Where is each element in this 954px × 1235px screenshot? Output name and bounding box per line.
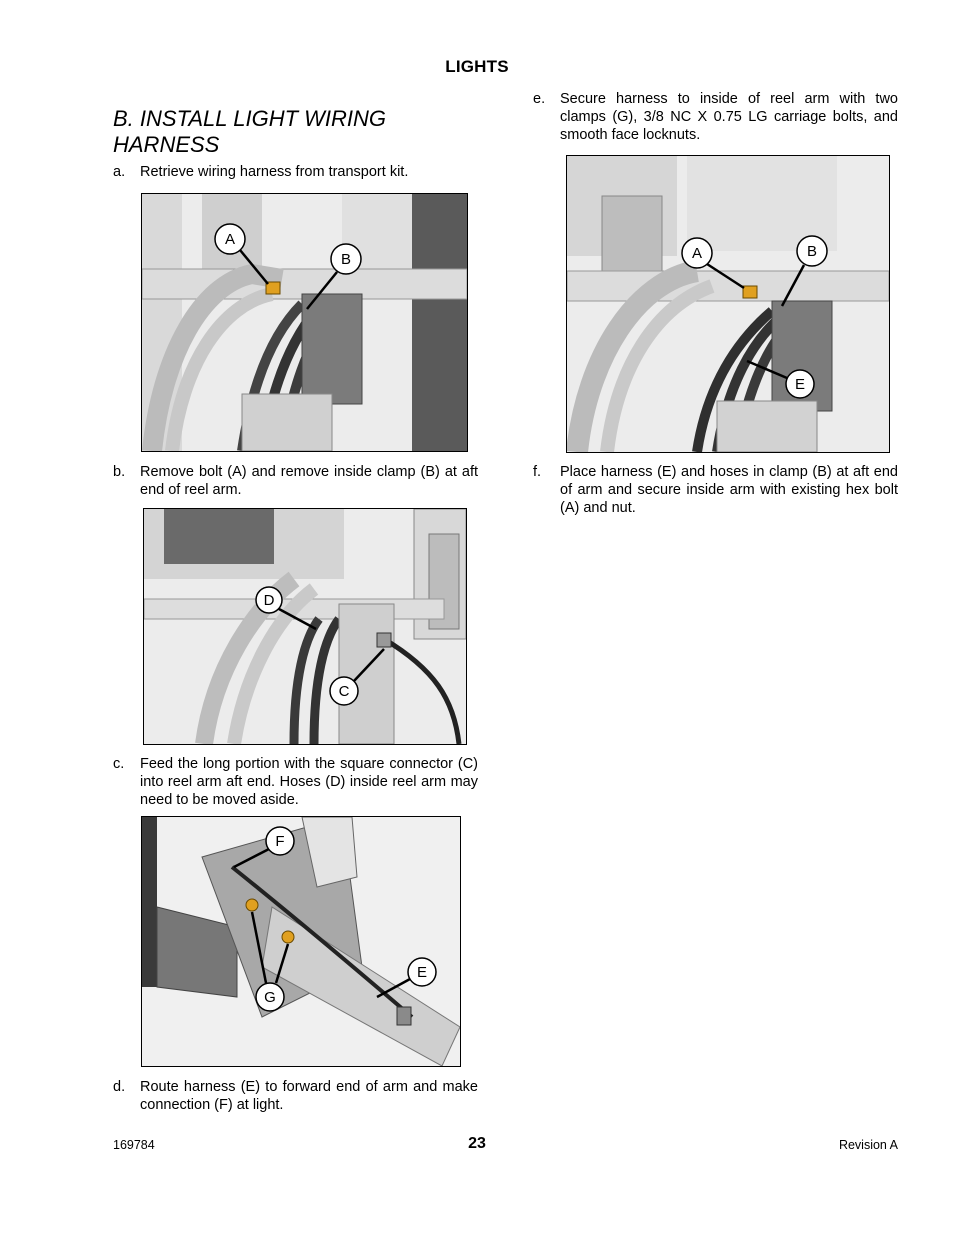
figure-illustration (567, 156, 889, 452)
figure-clamp-bolt (141, 193, 468, 452)
step-c (113, 755, 478, 809)
callout-label: E (794, 376, 806, 393)
figure-harness-clamped (566, 155, 890, 453)
footer-doc-number: 169784 (113, 1138, 155, 1152)
step-text: Secure harness to inside of reel arm with two clamps (G), 3/8 NC X 0.75 LG carriage bolts, and smooth face locknuts. (560, 91, 898, 143)
step-f (533, 463, 898, 517)
step-b (113, 463, 478, 499)
callout-label: B (806, 243, 818, 260)
callout-label: A (224, 231, 236, 248)
step-d (113, 1078, 478, 1114)
step-text: Feed the long portion with the square connector (C) into reel arm aft end. Hoses (D) inside reel arm may need to be moved aside. (140, 756, 478, 808)
page-header-section: LIGHTS (445, 57, 509, 76)
callout-label: A (691, 245, 703, 262)
figure-illustration (142, 194, 467, 451)
step-label: e. (533, 91, 546, 107)
footer-revision: Revision A (838, 1138, 898, 1152)
step-text: Retrieve wiring harness from transport kit. (140, 164, 409, 180)
step-text: Place harness (E) and hoses in clamp (B) at aft end of arm and secure inside arm with existing hex bolt (A) and nut. (560, 464, 898, 516)
step-label: c. (113, 756, 125, 772)
footer-page-number: 23 (468, 1135, 486, 1152)
callout-label: B (340, 251, 352, 268)
callout-label: E (416, 964, 428, 981)
section-title: B. INSTALL LIGHT WIRING HARNESS (113, 106, 387, 157)
callout-label: G (264, 989, 276, 1006)
callout-label: F (275, 833, 285, 850)
step-e (533, 90, 898, 144)
figure-illustration (144, 509, 466, 744)
figure-connector-feed (143, 508, 467, 745)
step-label: b. (113, 464, 126, 480)
step-text: Route harness (E) to forward end of arm and make connection (F) at light. (140, 1079, 478, 1113)
step-text: Remove bolt (A) and remove inside clamp (B) at aft end of reel arm. (140, 464, 478, 498)
callout-label: C (338, 683, 350, 700)
step-label: f. (533, 464, 542, 480)
figure-harness-route (141, 816, 461, 1067)
step-label: d. (113, 1079, 126, 1095)
step-a (113, 163, 478, 181)
step-label: a. (113, 164, 126, 180)
figure-illustration (142, 817, 460, 1066)
callout-label: D (263, 592, 275, 609)
